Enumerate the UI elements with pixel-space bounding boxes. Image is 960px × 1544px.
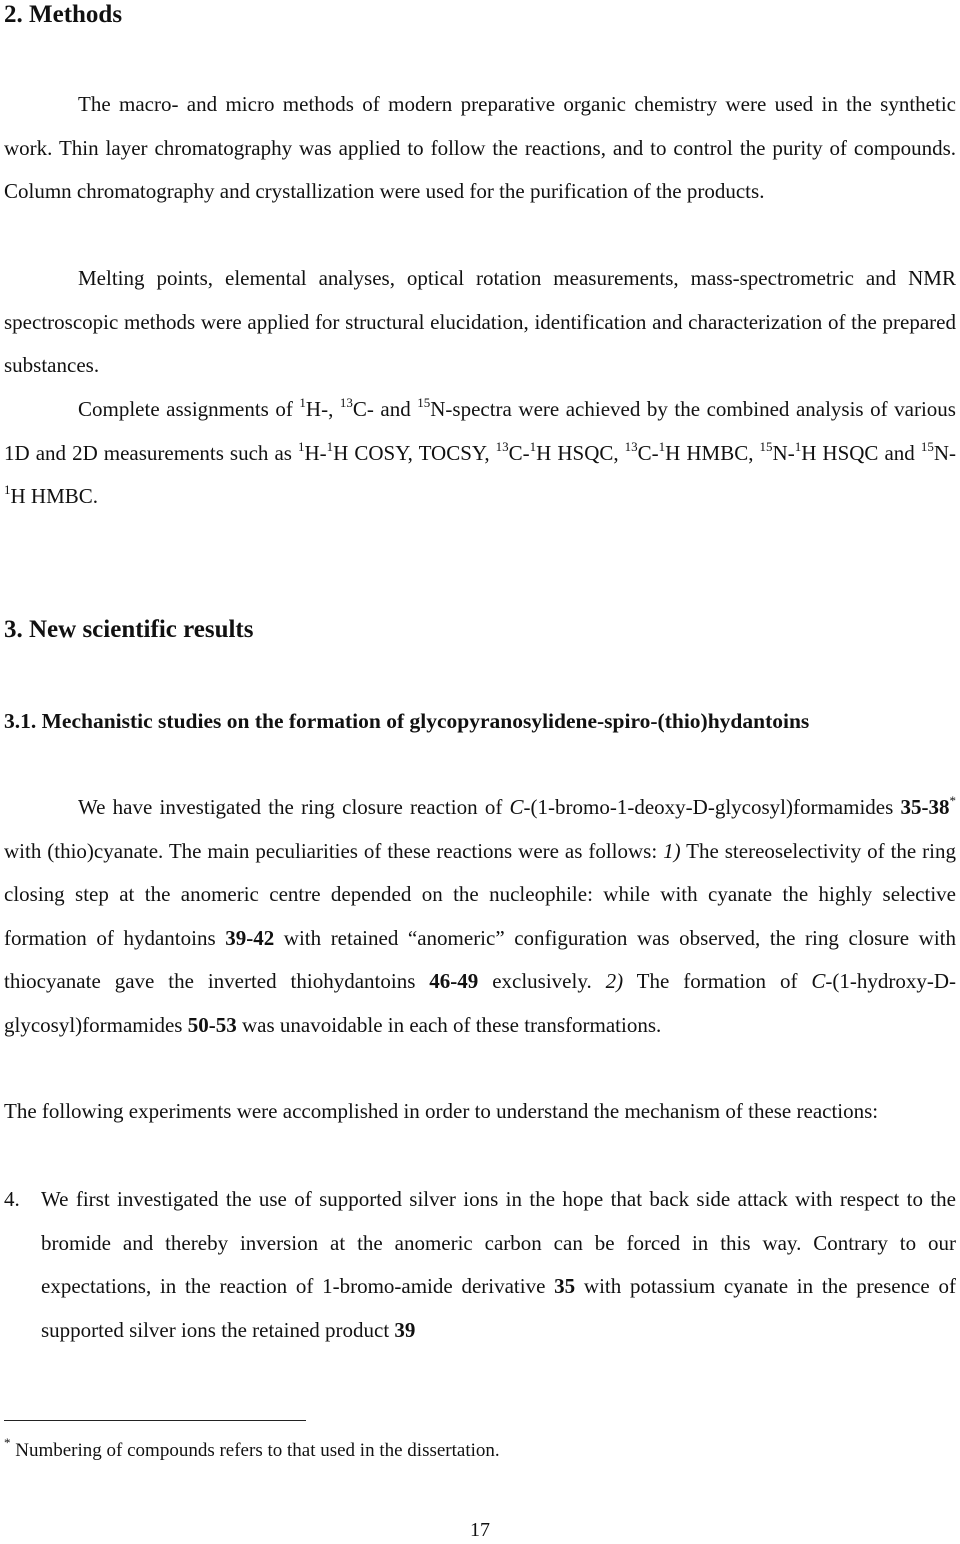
text-run: with (thio)cyanate. The main peculiarities of these reactions were as follows:	[4, 838, 664, 863]
superscript: 1	[298, 438, 305, 454]
text-run: H HSQC and	[801, 440, 921, 465]
text-run: C-	[508, 440, 530, 465]
compound-number: 35-38	[900, 795, 950, 819]
text-run: H HMBC,	[665, 440, 760, 465]
text-run: H HMBC.	[10, 484, 99, 508]
text-run: We first investigated the use of supported silver ions in the hope that back side attack with respect to the bromide and thereby inversion at the anomeric carbon can be forced in this way. Contrary to our expectations, in the reaction of 1-bromo-amide derivative	[41, 1187, 956, 1298]
superscript: 1	[658, 438, 666, 454]
text-run: -(1-bromo-1-deoxy-D-glycosyl)formamides	[523, 795, 901, 819]
superscript: 1	[4, 482, 11, 497]
superscript: 15	[920, 438, 934, 454]
text-run: We have investigated the ring closure reaction of	[78, 795, 510, 819]
text-run: C- and	[352, 397, 418, 421]
italic-run: 1)	[663, 838, 681, 863]
compound-number: 39	[394, 1317, 416, 1342]
text-run: N-	[772, 440, 795, 465]
text-run: H HSQC,	[536, 440, 625, 465]
text-run: Complete assignments of	[78, 397, 300, 421]
text-run: C-	[637, 440, 659, 465]
footnote-divider	[4, 1420, 306, 1421]
superscript: 15	[417, 395, 431, 410]
methods-paragraph-1: The macro- and micro methods of modern preparative organic chemistry were used in the synthetic work. Thin layer chromatography was applied to follow the reactions, and to control the purity of compounds. Column chromatography and crystallization were used for the purification of the products.	[4, 92, 956, 203]
superscript: 1	[299, 395, 306, 410]
superscript: 1	[794, 438, 802, 454]
footnote-text: Numbering of compounds refers to that used in the dissertation.	[10, 1440, 500, 1461]
compound-number: 35	[554, 1274, 576, 1298]
compound-number: 39-42	[225, 925, 275, 950]
text-run: H-	[304, 440, 327, 465]
subsection-heading-3-1: 3.1. Mechanistic studies on the formation of glycopyranosylidene-spiro-(thio)hydantoins	[4, 709, 810, 733]
superscript: 13	[339, 395, 353, 410]
text-run: The stereoselectivity of the ring closing step at the anomeric centre depended on the nucleophile: while with cyanate the highly selective formation of hydantoins	[4, 838, 956, 950]
text-run: N-	[933, 440, 956, 465]
italic-run: C	[509, 795, 524, 819]
superscript: 1	[326, 438, 334, 454]
text-run: N-spectra were achieved by the combined analysis of various 1D and 2D measurements such as	[4, 397, 956, 465]
superscript: 13	[495, 438, 509, 454]
footnote-mark: *	[4, 1435, 11, 1450]
text-run: The formation of	[623, 969, 812, 993]
methods-paragraph-3	[4, 388, 956, 519]
list-item	[4, 1178, 956, 1352]
text-run: with potassium cyanate in the presence of supported silver ions the retained product	[41, 1274, 956, 1342]
methods-paragraph-2: Melting points, elemental analyses, optical rotation measurements, mass-spectrometric and NMR spectroscopic methods were applied for structural elucidation, identification and characterization of the prepared substances.	[4, 266, 956, 377]
italic-run: 2)	[605, 969, 624, 993]
footnote-mark: *	[949, 793, 956, 808]
text-run: exclusively.	[478, 969, 606, 993]
superscript: 13	[624, 438, 638, 454]
results-paragraph-1	[4, 786, 956, 1047]
italic-run: C	[811, 969, 826, 993]
section-heading-methods: 2. Methods	[4, 1, 123, 28]
superscript: 15	[759, 438, 773, 454]
footnote	[4, 1436, 500, 1466]
list-item-body	[41, 1178, 956, 1352]
section-heading-results: 3. New scientific results	[4, 616, 254, 643]
text-run: -(1-hydroxy-D-glycosyl)formamides	[4, 969, 957, 1037]
compound-number: 46-49	[429, 969, 479, 993]
text-run: H COSY, TOCSY,	[333, 440, 496, 465]
page-number: 17	[470, 1519, 490, 1541]
compound-number: 50-53	[187, 1012, 237, 1037]
text-run: with retained “anomeric” configuration was observed, the ring closure with thiocyanate gave the inverted thiohydantoins	[4, 925, 957, 993]
text-run: was unavoidable in each of these transformations.	[236, 1012, 662, 1037]
list-number: 4.	[4, 1187, 20, 1211]
text-run: H-,	[305, 397, 340, 421]
superscript: 1	[529, 438, 537, 454]
results-paragraph-2: The following experiments were accomplished in order to understand the mechanism of these reactions:	[4, 1099, 879, 1123]
